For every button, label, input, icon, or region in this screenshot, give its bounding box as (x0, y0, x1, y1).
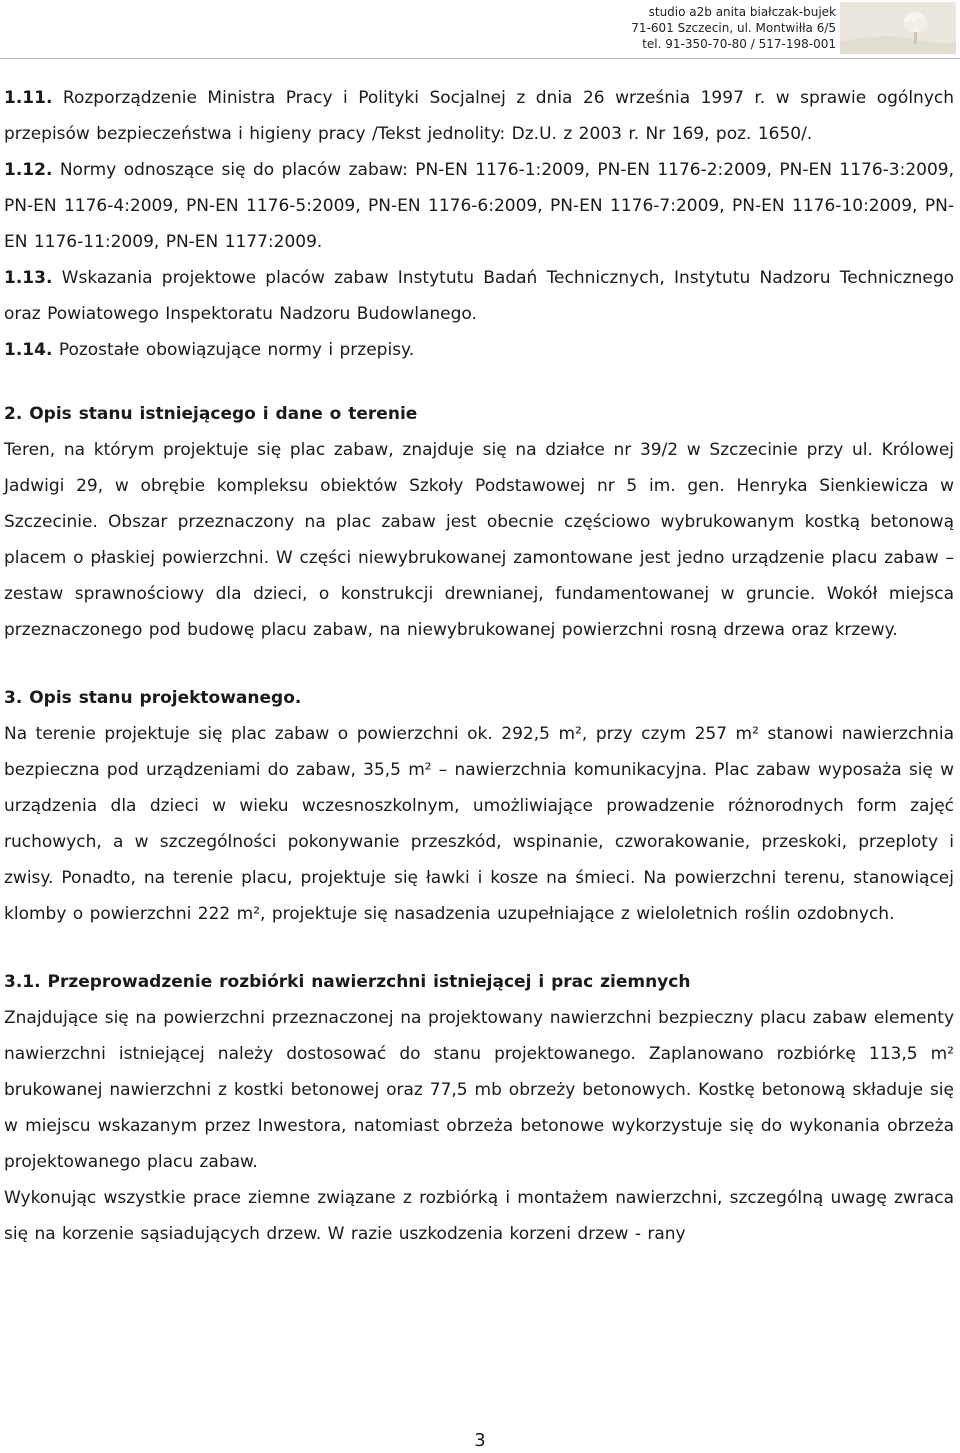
item-text: Pozostałe obowiązujące normy i przepisy. (58, 340, 415, 360)
section-3-1-heading: 3.1. Przeprowadzenie rozbiórki nawierzchni istniejącej i prac ziemnych (4, 972, 691, 992)
section-3-heading: 3. Opis stanu projektowanego. (4, 688, 302, 708)
list-item (4, 332, 954, 368)
section-2-heading: 2. Opis stanu istniejącego i dane o terenie (4, 404, 418, 424)
list-item (4, 80, 954, 152)
company-address: 71-601 Szczecin, ul. Montwiłła 6/5 (631, 21, 836, 35)
header-divider (0, 58, 960, 59)
list-item (4, 152, 954, 260)
page-number: 3 (474, 1430, 486, 1451)
company-logo (840, 2, 956, 54)
section-3-1-body-continued: Wykonując wszystkie prace ziemne związane z rozbiórką i montażem nawierzchni, szczególną uwagę zwraca się na korzenie sąsiadujących drzew. W razie uszkodzenia korzeni drzew - rany (4, 1188, 954, 1244)
section-2-body: Teren, na którym projektuje się plac zabaw, znajduje się na działce nr 39/2 w Szczecinie przy ul. Królowej Jadwigi 29, w obrębie kompleksu obiektów Szkoły Podstawowej nr 5 im. gen. Henryka Sienkiewicza w Szczecinie. Obszar przeznaczony na plac zabaw jest obecnie częściowo wybrukowanym kostką betonową placem o płaskiej powierzchni. W części niewybrukowanej zamontowane jest jedno urządzenie placu zabaw – zestaw sprawnościowy dla dzieci, o konstrukcji drewnianej, fundamentowanej w gruncie. Wokół miejsca przeznaczonego pod budowę placu zabaw, na niewybrukowanej powierzchni rosną drzewa oraz krzewy. (4, 440, 954, 640)
page-header (0, 0, 960, 56)
company-name: studio a2b anita białczak-bujek (648, 5, 836, 19)
item-number: 1.14. (4, 340, 53, 360)
company-phone: tel. 91-350-70-80 / 517-198-001 (642, 37, 836, 51)
item-number: 1.11. (4, 88, 53, 108)
item-number: 1.13. (4, 268, 53, 288)
item-text: Wskazania projektowe placów zabaw Instytutu Badań Technicznych, Instytutu Nadzoru Technicznego oraz Powiatowego Inspektoratu Nadzoru Budowlanego. (4, 268, 955, 324)
company-info (590, 4, 836, 54)
tree-logo-icon (840, 2, 956, 54)
section-3-body: Na terenie projektuje się plac zabaw o powierzchni ok. 292,5 m², przy czym 257 m² stanowi nawierzchnia bezpieczna pod urządzeniami do zabaw, 35,5 m² – nawierzchnia komunikacyjna. Plac zabaw wyposaża się w urządzenia dla dzieci w wieku wczesnoszkolnym, umożliwiające prowadzenie różnorodnych form zajęć ruchowych, a w szczególności pokonywanie przeszkód, wspinanie, czworakowanie, przeskoki, przeploty i zwisy. Ponadto, na terenie placu, projektuje się ławki i kosze na śmieci. Na powierzchni terenu, stanowiącej klomby o powierzchni 222 m², projektuje się nasadzenia uzupełniające z wieloletnich roślin ozdobnych. (4, 724, 954, 924)
item-text: Rozporządzenie Ministra Pracy i Polityki Socjalnej z dnia 26 września 1997 r. w sprawie ogólnych przepisów bezpieczeństwa i higieny pracy /Tekst jednolity: Dz.U. z 2003 r. Nr 169, poz. 1650/. (4, 88, 954, 144)
item-number: 1.12. (4, 160, 53, 180)
item-text: Normy odnoszące się do placów zabaw: PN-EN 1176-1:2009, PN-EN 1176-2:2009, PN-EN 1176-3:2009, PN-EN 1176-4:2009, PN-EN 1176-5:2009, PN-EN 1176-6:2009, PN-EN 1176-7:2009, PN-EN 1176-10:2009, PN-EN 1176-11:2009, PN-EN 1177:2009. (4, 160, 954, 252)
document-body (4, 80, 954, 1252)
list-item (4, 260, 954, 332)
section-3-1-body: Znajdujące się na powierzchni przeznaczonej na projektowany nawierzchni bezpieczny placu zabaw elementy nawierzchni istniejącej należy dostosować do stanu projektowanego. Zaplanowano rozbiórkę 113,5 m² brukowanej nawierzchni z kostki betonowej oraz 77,5 mb obrzeży betonowych. Kostkę betonową składuje się w miejscu wskazanym przez Inwestora, natomiast obrzeża betonowe wykorzystuje się do wykonania obrzeża projektowanego placu zabaw. (4, 1008, 954, 1172)
